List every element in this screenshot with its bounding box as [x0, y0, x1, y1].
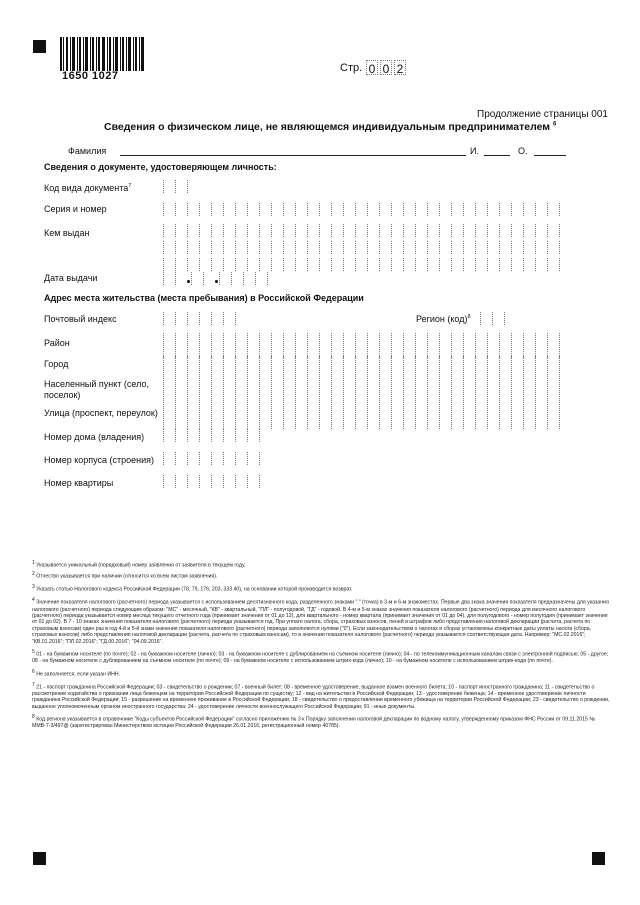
page-digit: 0	[366, 60, 378, 75]
issue-date-field[interactable]	[163, 272, 267, 285]
page-digit: 0	[380, 60, 392, 75]
issued-by-field-row-3[interactable]	[163, 258, 559, 271]
issued-by-label: Кем выдан	[44, 228, 90, 238]
corner-marker-bottom-left	[33, 852, 46, 865]
locality-label	[44, 379, 149, 401]
postal-code-field[interactable]	[163, 312, 235, 325]
doc-type-field[interactable]	[163, 180, 187, 193]
building-label: Номер корпуса (строения)	[44, 455, 155, 465]
document-section-heading: Сведения о документе, удостоверяющем личность:	[44, 162, 277, 172]
page-number-cells	[366, 60, 408, 75]
footnote: 8 Код региона указывается в справочнике "Коды субъектов Российской Федерации" согласно приложению № 3 к Порядку заполнения налоговой декларации по водному налогу, утвержденному приказом ФНС России от 09.11.2015 № ММВ-7-3/497@ (зарегистрирован Министерством юстиции Российской Федерации 26.01.2016, регистрационный номер 40785).	[32, 714, 595, 730]
section-title-text: Сведения о физическом лице, не являющемся индивидуальным предпринимателем	[104, 121, 551, 133]
initial-o-field[interactable]	[534, 155, 566, 156]
region-field[interactable]	[480, 312, 504, 325]
footnote: 1 Указывается уникальный (порядковый) номер заявления от заявителя в текущем году.	[32, 560, 246, 569]
footnote: 4 Значение показателя налогового (расчетного) периода указывается с использованием десятизначного кода, разделенного знаками "." (точка) в 3-м и 6-м знакоместах. Первые два знака значения показателя предназначены для указания налогового (расчетного) периода следующим образом: "МС" - месячный, "КВ" - квартальный, "ПЛ" - полугодовой, "ГД" - годовой. В 4-м и 5-м знаках значения показателя налогового (расчетного) периода для месячного налогового (расчетного) периода указывается номер месяца текущего отчетного года (принимает значения от 01 до 12), для квартального - номер квартала (принимает значения от 01 до 04), для полугодового - номер полугодия (принимает значения от 01 до 02). В 7 - 10 знаках значения показателя налогового (расчетного) периода указывается год. При уплате налога, сбора, страховых взносов, пеней и штрафов либо представления налоговой декларации (расчета, расчета по страховым взносам) один раз в год 4-й и 5-й знаки значения показателя налогового (расчетного) периода заполняются нулями ("0"). Если законодательством о налогах и сборах установлены конкретные даты уплаты налога (сбора, страховых взносов) либо представления налоговой декларации (расчета, расчета по страховым взносам), то в значении показателя налогового (расчетного) периода указывается соответствующая дата. Например: "МС.02.2016"; "КВ.01.2016"; "ПЛ.02.2016"; "ГД.00.2016"; "04.09.2016".	[32, 597, 609, 645]
region-label-text: Регион (код)	[416, 314, 468, 324]
issued-by-field-row-1[interactable]	[163, 224, 559, 237]
page-label: Стр.	[340, 62, 363, 74]
footnotes-block	[32, 560, 610, 730]
district-label: Район	[44, 338, 70, 348]
footnote: 2 Отчество указывается при наличии (относится ко всем листам заявления).	[32, 571, 218, 580]
page-digit: 2	[394, 60, 406, 75]
house-label: Номер дома (владения)	[44, 432, 145, 442]
house-field[interactable]	[163, 429, 259, 442]
corner-marker-top-left	[33, 40, 46, 53]
title-footnote: 6	[553, 121, 557, 128]
initial-o-label: О.	[518, 146, 528, 156]
footnote: 7 21 - паспорт гражданина Российской Федерации; 03 - свидетельство о рождении; 07 - военный билет; 08 - временное удостоверение, выданное взамен военного билета; 10 - паспорт иностранного гражданина; 11 - свидетельство о рассмотрении ходатайства о признании лица беженцем на территории Российской Федерации по существу; 12 - вид на жительство в Российской Федерации; 13 - удостоверение беженца; 14 - временное удостоверение личности гражданина Российской Федерации; 15 - разрешение на временное проживание в Российской Федерации; 18 - свидетельство о предоставлении временного убежища на территории Российской Федерации; 23 - свидетельство о рождении, выданное уполномоченным органом иностранного государства; 24 - удостоверение личности военнослужащего Российской Федерации; 91 - иные документы.	[32, 681, 610, 710]
footnote: 6 Не заполняется, если указан ИНН.	[32, 668, 121, 678]
doc-type-label	[44, 181, 131, 194]
continuation-label: Продолжение страницы 001	[477, 109, 608, 120]
corner-marker-bottom-right	[592, 852, 605, 865]
series-label: Серия и номер	[44, 204, 107, 214]
initial-i-field[interactable]	[484, 155, 510, 156]
issue-date-label: Дата выдачи	[44, 273, 98, 283]
locality-label-line-1: Населенный пункт (село,	[44, 379, 149, 389]
initial-i-label: И.	[470, 146, 479, 156]
region-footnote: 8	[467, 314, 471, 320]
address-section-heading: Адрес места жительства (места пребывания) в Российской Федерации	[44, 293, 364, 303]
barcode-number: 1650 1027	[62, 70, 119, 82]
locality-label-line-2: поселок)	[44, 390, 81, 400]
footnote: 3 Указать статью Налогового кодекса Российской Федерации (78, 79, 176, 203, 333 40), на основании которой производится возврат.	[32, 584, 353, 594]
apartment-field[interactable]	[163, 475, 259, 488]
doc-type-label-text: Код вида документа	[44, 183, 129, 193]
doc-type-footnote: 7	[128, 183, 132, 189]
street-label: Улица (проспект, переулок)	[44, 408, 158, 418]
region-label	[416, 314, 471, 324]
section-title	[104, 121, 556, 133]
building-field[interactable]	[163, 452, 259, 465]
street-field-row-2[interactable]	[163, 416, 559, 429]
apartment-label: Номер квартиры	[44, 478, 114, 488]
series-field[interactable]	[163, 203, 559, 216]
city-label: Город	[44, 359, 69, 369]
surname-field[interactable]	[120, 155, 466, 156]
issued-by-field-row-2[interactable]	[163, 241, 559, 254]
surname-label: Фамилия	[68, 146, 107, 156]
postal-code-label: Почтовый индекс	[44, 314, 117, 324]
barcode-image	[60, 37, 146, 71]
footnote: 5 01 - на бумажном носителе (по почте); 02 - на бумажном носителе (лично); 03 - на бумажном носителе с дублированием на съемном носителе (лично); 04 - по телекоммуникационным каналам связи с электронной подписью; 05 - другое; 08 - на бумажном носителе с дублированием на съемном носителе (по почте); 09 - на бумажном носителе с использованием штрих-кода (лично); 10 - на бумажном носителе с использованием штрих-кода (по почте).	[32, 649, 609, 665]
